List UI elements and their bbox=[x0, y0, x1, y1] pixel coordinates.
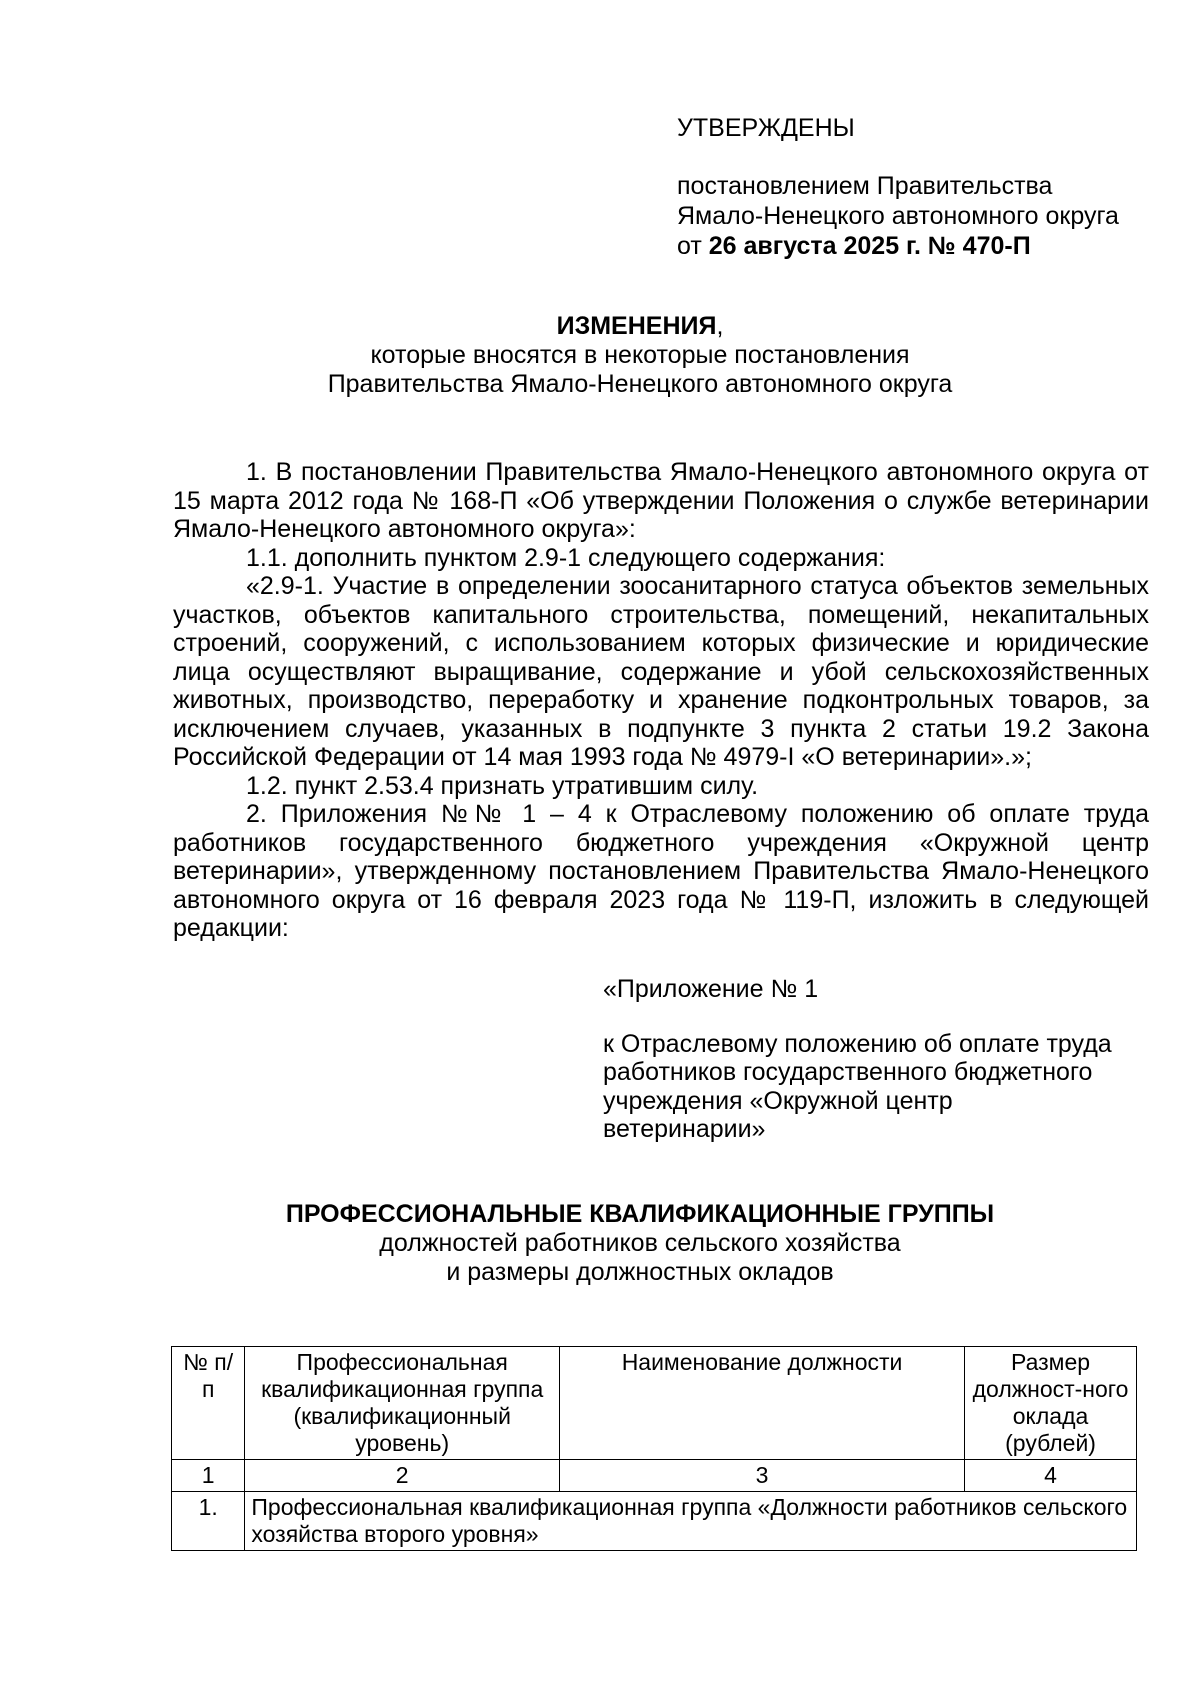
appendix-title: «Приложение № 1 bbox=[603, 975, 819, 1003]
column-number-1: 1 bbox=[172, 1460, 245, 1492]
groups-title-line-1: должностей работников сельского хозяйства bbox=[379, 1229, 901, 1257]
row-number: 1. bbox=[172, 1492, 245, 1551]
approval-date-prefix: от bbox=[677, 232, 702, 260]
table-header-row bbox=[172, 1347, 1137, 1460]
appendix-heading bbox=[603, 975, 1112, 1144]
approval-line-2: Ямало-Ненецкого автономного округа bbox=[677, 202, 1119, 230]
approval-date-number: 26 августа 2025 г. № 470-П bbox=[708, 232, 1031, 260]
paragraph-1-2: 1.2. пункт 2.53.4 признать утратившим силу. bbox=[246, 771, 759, 800]
appendix-line-3: учреждения «Окружной центр bbox=[603, 1086, 953, 1115]
paragraph-1-1: 1.1. дополнить пунктом 2.9-1 следующего содержания: bbox=[246, 543, 886, 572]
header-number: № п/п bbox=[172, 1347, 245, 1460]
paragraph-2-9-1: «2.9-1. Участие в определении зоосанитарного статуса объектов земельных участков, объектов капитального строительства, помещений, некапитальных строений, сооружений, с использованием которых физические и юридические лица осуществляют выращивание, содержание и убой сельскохозяйственных животных, производство, переработку и хранение подконтрольных товаров, за исключением случаев, указанных в подпункте 3 пункта 2 статьи 19.2 Закона Российской Федерации от 14 мая 1993 года № 4979-I «О ветеринарии».»; bbox=[173, 572, 1149, 771]
row-group-text: Профессиональная квалификационная группа «Должности работников сельского хозяйства второго уровня» bbox=[245, 1492, 1137, 1551]
column-number-3: 3 bbox=[560, 1460, 965, 1492]
header-position: Наименование должности bbox=[560, 1347, 965, 1460]
table-row bbox=[172, 1492, 1137, 1551]
document-body bbox=[173, 458, 1149, 943]
title-main-suffix: , bbox=[716, 312, 724, 340]
title-main: ИЗМЕНЕНИЯ bbox=[556, 312, 717, 340]
header-group: Профессиональная квалификационная группа (квалификационный уровень) bbox=[245, 1347, 560, 1460]
appendix-line-4: ветеринарии» bbox=[603, 1115, 766, 1143]
groups-title-main: ПРОФЕССИОНАЛЬНЫЕ КВАЛИФИКАЦИОННЫЕ ГРУППЫ bbox=[285, 1200, 995, 1228]
title-line-2: Правительства Ямало-Ненецкого автономного округа bbox=[327, 370, 953, 398]
appendix-line-2: работников государственного бюджетного bbox=[603, 1058, 1093, 1086]
approval-date-line bbox=[677, 231, 1119, 261]
header-salary: Размер должност-ного оклада (рублей) bbox=[965, 1347, 1137, 1460]
paragraph-2: 2. Приложения №№ 1 – 4 к Отраслевому положению об оплате труда работников государственного бюджетного учреждения «Окружной центр ветеринарии», утвержденному постановлением Правительства Ямало-Ненецкого автономного округа от 16 февраля 2023 года № 119-П, изложить в следующей редакции: bbox=[173, 800, 1149, 942]
paragraph-1: 1. В постановлении Правительства Ямало-Ненецкого автономного округа от 15 марта 2012 года № 168-П «Об утверждении Положения о службе ветеринарии Ямало-Ненецкого автономного округа»: bbox=[173, 458, 1149, 543]
column-number-2: 2 bbox=[245, 1460, 560, 1492]
document-title bbox=[170, 312, 1110, 399]
groups-title-line-2: и размеры должностных окладов bbox=[446, 1258, 834, 1286]
table-number-row bbox=[172, 1460, 1137, 1492]
title-line-1: которые вносятся в некоторые постановления bbox=[370, 341, 910, 369]
groups-title bbox=[170, 1200, 1110, 1287]
appendix-line-1: к Отраслевому положению об оплате труда bbox=[603, 1029, 1112, 1058]
approval-block bbox=[677, 113, 1119, 261]
approval-line-1: постановлением Правительства bbox=[677, 172, 1053, 200]
qualification-table bbox=[171, 1346, 1137, 1551]
column-number-4: 4 bbox=[965, 1460, 1137, 1492]
approved-label: УТВЕРЖДЕНЫ bbox=[677, 114, 855, 142]
